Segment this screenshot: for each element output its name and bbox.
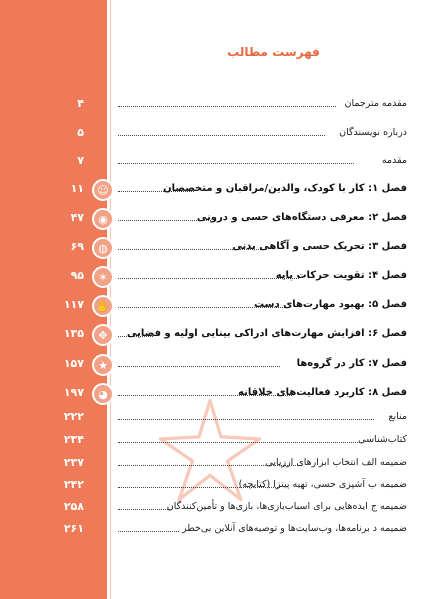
toc-row <box>0 499 437 519</box>
entry-title: ضمیمه د برنامه‌ها، وب‌سایت‌ها و توصیه‌های آنلاین بی‌خطر <box>181 523 407 534</box>
page-number: ۱۳۵ <box>63 327 84 340</box>
dot-leader <box>118 442 362 443</box>
chapter-title: فصل ۶: افزایش مهارت‌های ادراکی بینایی اولیه و فضایی <box>126 328 407 339</box>
puzzle-icon: ✥ <box>92 324 114 346</box>
entry-title: منابع <box>388 411 407 422</box>
page-number: ۱۵۷ <box>63 357 84 370</box>
page-number: ۱۱ <box>70 182 84 195</box>
page-number: ۲۲۲ <box>63 410 84 423</box>
page-number: ۴۷ <box>70 211 84 224</box>
ball-icon: ◍ <box>92 237 114 259</box>
toc-row <box>0 521 437 541</box>
child-face-icon: ☺ <box>92 179 114 201</box>
toc-row <box>0 432 437 452</box>
dot-leader <box>118 509 172 510</box>
entry-title: ضمیمه ج ایده‌هایی برای اسباب‌بازی‌ها، بازی‌ها و تأمین‌کنندگان <box>166 501 407 512</box>
page-number: ۱۱۷ <box>63 298 84 311</box>
toc-chapter-row <box>0 268 437 288</box>
toc-row <box>0 455 437 475</box>
chapter-title: فصل ۳: تحریک حسی و آگاهی بدنی <box>232 241 407 252</box>
chapter-title: فصل ۵: بهبود مهارت‌های دست <box>254 299 407 310</box>
entry-title: مقدمه مترجمان <box>344 98 407 109</box>
toc-chapter-row <box>0 326 437 346</box>
toc-chapter-row <box>0 356 437 376</box>
toc-chapter-row <box>0 210 437 230</box>
page-number: ۱۹۷ <box>63 386 84 399</box>
entry-title: کتاب‌شناسی <box>358 434 407 445</box>
dot-leader <box>118 106 336 107</box>
toc-chapter-row <box>0 181 437 201</box>
dot-leader <box>118 163 354 164</box>
toc-chapter-row <box>0 297 437 317</box>
page-number: ۶۹ <box>70 240 84 253</box>
page-number: ۹۵ <box>70 269 84 282</box>
page-number: ۲۴۲ <box>63 478 84 491</box>
entry-title: مقدمه <box>381 155 407 166</box>
chapter-title: فصل ۴: تقویت حرکات پایه <box>275 270 407 281</box>
chapter-title: فصل ۷: کار در گروه‌ها <box>296 358 407 369</box>
entry-title: ضمیمه الف انتخاب ابزارهای ارزیابی <box>265 457 407 468</box>
running-figure-icon: ✶ <box>92 266 114 288</box>
page-number: ۴ <box>77 97 84 110</box>
page-number: ۲۵۸ <box>63 500 84 513</box>
toc-row <box>0 477 437 497</box>
page-number: ۲۳۷ <box>63 456 84 469</box>
toc-row <box>0 409 437 429</box>
chapter-title: فصل ۱: کار با کودک، والدین/مراقبان و متخصصان <box>163 183 407 194</box>
dot-leader <box>118 135 325 136</box>
toc-title: فهرست مطالب <box>227 45 320 59</box>
dot-leader <box>118 278 299 279</box>
dot-leader <box>118 419 374 420</box>
page-number: ۲۶۱ <box>63 522 84 535</box>
toc-row <box>0 153 437 173</box>
eye-icon: ◉ <box>92 208 114 230</box>
dot-leader <box>118 366 280 367</box>
toc-row <box>0 96 437 116</box>
entry-title: ضمیمه ب آشپزی حسی، تهیه پیتزا (کتابچه) <box>238 479 407 490</box>
toc-chapter-row <box>0 239 437 259</box>
page-number: ۷ <box>77 154 84 167</box>
page-number: ۵ <box>77 126 84 139</box>
star-icon: ★ <box>92 354 114 376</box>
chapter-title: فصل ۸: کاربرد فعالیت‌های خلاقانه <box>238 387 407 398</box>
entry-title: درباره نویسندگان <box>339 127 407 138</box>
palette-icon: ◕ <box>92 383 114 405</box>
hand-icon: ✋ <box>92 295 114 317</box>
dot-leader <box>118 531 179 532</box>
toc-row <box>0 125 437 145</box>
page-number: ۲۳۴ <box>63 433 84 446</box>
chapter-title: فصل ۲: معرفی دستگاه‌های حسی و درونی <box>196 212 407 223</box>
toc-chapter-row <box>0 385 437 405</box>
